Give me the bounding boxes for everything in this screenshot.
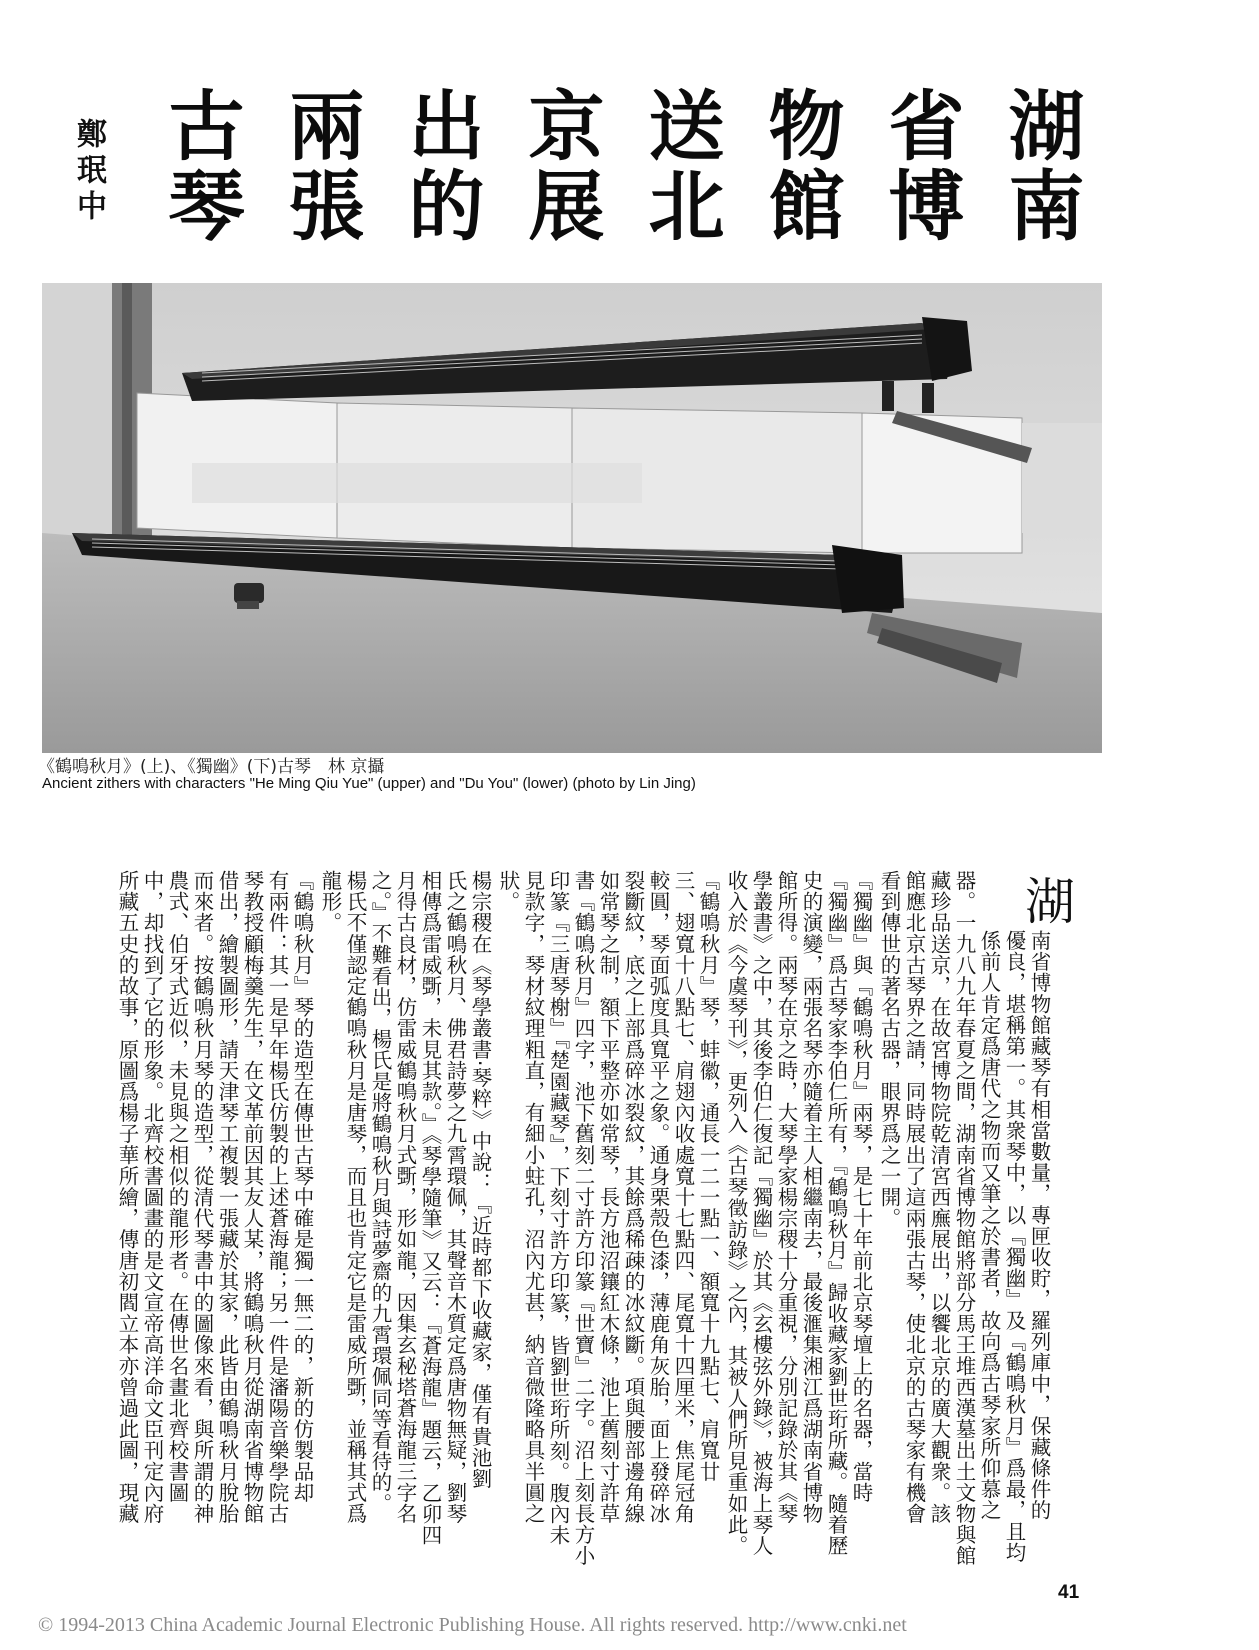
guqin-photo-image xyxy=(42,283,1102,753)
body-column: 如常琴之制，額下平整亦如常琴，長方池沼鑲紅木條，池上舊刻寸許草 xyxy=(596,870,620,1525)
author-name: 鄭珉中 xyxy=(71,118,106,226)
page-number: 41 xyxy=(1058,1582,1080,1603)
body-column: 琴教授顧梅羹先生，在文革前因其友人某，將鶴鳴秋月從湖南省博物館 xyxy=(240,870,264,1525)
body-column: 印篆『三唐琴榭』『楚園藏琴』，下刻寸許方印篆，皆劉世珩所刻。腹內未 xyxy=(546,870,570,1546)
body-column: 所藏五史的故事，原圖爲楊子華所繪，傳唐初閻立本亦曾過此圖，現藏 xyxy=(115,870,139,1525)
body-column: 南省博物館藏琴有相當數量，專匣收貯，羅列庫中，保藏條件的 xyxy=(1027,930,1051,1521)
body-column: 書『鶴鳴秋月』四字，池下舊刻二寸許方印篆『世寶』二字。沼上刻長方小 xyxy=(571,870,595,1567)
title-column: 省博 xyxy=(876,86,965,246)
body-column: 龍形。 xyxy=(318,870,342,934)
body-column: 中，却找到了它的形象。北齊校書圖畫的是文宣帝高洋命文臣刊定內府 xyxy=(140,870,164,1525)
body-column: 狀。 xyxy=(496,870,520,913)
body-column: 係前人肯定爲唐代之物而又筆之於書者，故向爲古琴家所仰慕之 xyxy=(977,930,1001,1521)
body-column: 裂斷紋，底之上部爲碎冰裂紋，其餘爲稀疎的冰紋斷。項與腰部邊角線 xyxy=(621,870,645,1525)
title-column: 湖南 xyxy=(996,86,1085,246)
title-column: 出的 xyxy=(396,86,485,246)
body-column: 相傳爲雷威斲，未見其款。』《琴學隨筆》又云：『蒼海龍』題云，乙卯四 xyxy=(418,870,442,1546)
body-column: 月得古良材，仿雷威鶴鳴秋月式斲，形如龍，因集玄秘塔蒼海龍三字名 xyxy=(393,870,417,1525)
body-column: 看到傳世的著名古器，眼界爲之一開。 xyxy=(877,870,901,1229)
title-column: 物館 xyxy=(756,86,845,246)
body-column: 『獨幽』與『鶴鳴秋月』兩琴，是七十年前北京琴壇上的名器，當時 xyxy=(849,870,873,1503)
title-column: 京展 xyxy=(516,86,605,246)
photo-caption-english: Ancient zithers with characters "He Ming Qiu Yue" (upper) and "Du You" (lower) (photo by Lin Jing) xyxy=(42,775,696,792)
body-column: 較圓，琴面弧度具寬平之象。通身栗殼色漆，薄鹿角灰胎，面上發碎冰 xyxy=(646,870,670,1525)
article-title xyxy=(150,86,1090,281)
body-column: 學叢書》之中，其後李伯仁復記『獨幽』於其《玄樓弦外錄》，被海上琴人 xyxy=(749,870,773,1557)
body-column: 之。』不難看出，楊氏是將鶴鳴秋月與詩夢齋的九霄環佩同等看待的。 xyxy=(368,870,392,1514)
body-column: 史的演變，兩張名琴亦隨着主人相繼南去，最後滙集湘江爲湖南省博物 xyxy=(799,870,823,1525)
body-column: 『鶴鳴秋月』琴，蚌徽，通長一二一點一、額寬十九點七、肩寬廿 xyxy=(696,870,720,1482)
body-column: 氏之鶴鳴秋月、佛君詩夢之九霄環佩，其聲音木質定爲唐物無疑，劉琴 xyxy=(443,870,467,1525)
body-column: 而來者。按鶴鳴秋月琴的造型，從清代琴書中的圖像來看，與所謂的神 xyxy=(190,870,214,1525)
body-column: 借出，繪製圖形，請天津琴工複製一張藏於其家，此皆由鶴鳴秋月脫胎 xyxy=(215,870,239,1525)
body-column: 館應北京古琴界之請，同時展出了這兩張古琴，使北京的古琴家有機會 xyxy=(902,870,926,1525)
photo-caption-chinese: 《鶴鳴秋月》(上)、《獨幽》(下)古琴 林 京攝 xyxy=(38,757,385,777)
title-column: 兩張 xyxy=(276,86,365,246)
body-column: 器。一九八九年春夏之間，湖南省博物館將部分馬王堆西漢墓出土文物與館 xyxy=(952,870,976,1567)
body-column: 見款字，琴材紋理粗直，有細小蛀孔，沼內尤甚，納音微隆略具半圓之 xyxy=(521,870,545,1525)
body-column: 『獨幽』爲古琴家李伯仁所有，『鶴鳴秋月』歸收藏家劉世珩所藏。隨着歷 xyxy=(824,870,848,1557)
body-column: 優良，堪稱第一。其衆琴中，以『獨幽』及『鶴鳴秋月』爲最，且均 xyxy=(1002,930,1026,1563)
body-column: 農式、伯牙式近似，未見與之相似的龍形者。在傳世名畫北齊校書圖 xyxy=(165,870,189,1503)
body-column: 藏珍品送京，在故宮博物院乾清宮西廡展出，以饗北京的廣大觀衆。該 xyxy=(927,870,951,1525)
body-column: 收入於《今虞琴刊》，更列入《古琴徵訪錄》之內，其被人們所見重如此。 xyxy=(724,870,748,1557)
title-column: 古琴 xyxy=(156,86,245,246)
body-column: 『鶴鳴秋月』琴的造型在傳世古琴中確是獨一無二的，新的仿製品却 xyxy=(290,870,314,1503)
drop-cap: 湖 xyxy=(1025,873,1075,931)
body-column: 有兩件：其一是早年楊氏仿製的上述蒼海龍；另一件是瀋陽音樂學院古 xyxy=(265,870,289,1525)
body-column: 館所得。兩琴在京之時，大琴學家楊宗稷十分重視，分別記錄於其《琴 xyxy=(774,870,798,1525)
body-column: 楊氏不僅認定鶴鳴秋月是唐琴，而且也肯定它是雷威所斲，並稱其式爲 xyxy=(343,870,367,1525)
body-column: 三、翅寬十八點七、肩翅內收處寬十七點四、尾寬十四厘米，焦尾冠角 xyxy=(671,870,695,1525)
guqin-photo xyxy=(42,283,1102,753)
body-column: 楊宗稷在《琴學叢書·琴粹》中說：『近時都下收藏家，僅有貴池劉 xyxy=(468,870,492,1490)
title-column: 送北 xyxy=(636,86,725,246)
copyright-footer: © 1994-2013 China Academic Journal Electronic Publishing House. All rights reserved. http://www.cnki.net xyxy=(38,1614,907,1636)
